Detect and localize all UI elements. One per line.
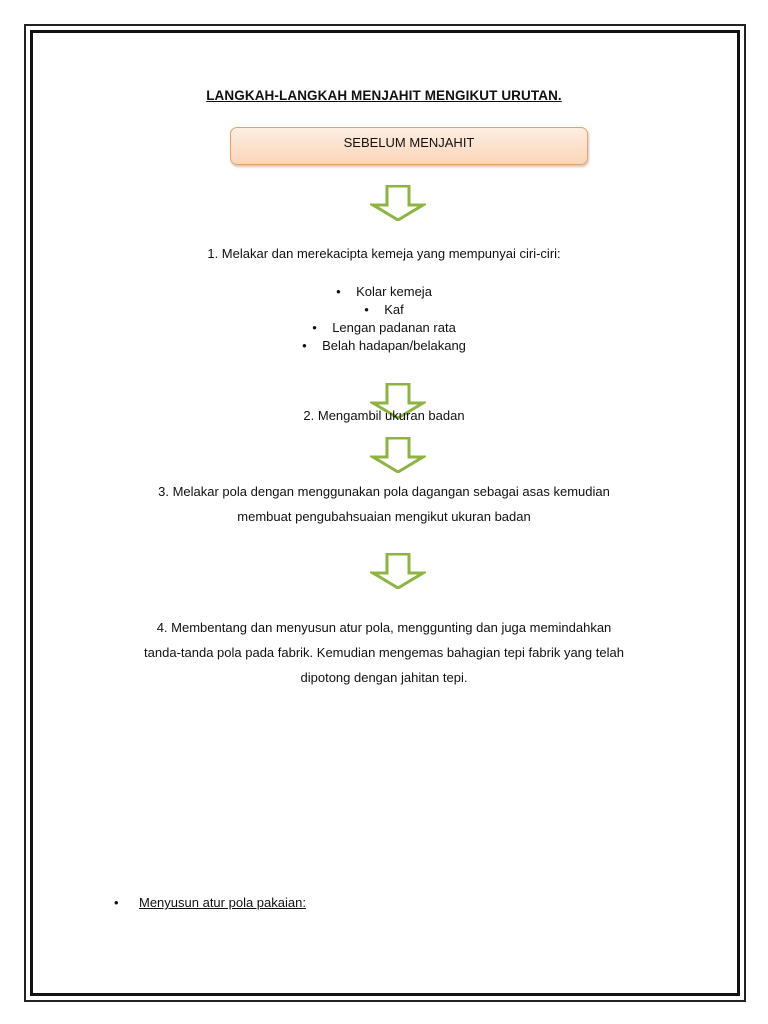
- list-item: • Belah hadapan/belakang: [0, 337, 768, 355]
- down-arrow-icon: [370, 553, 426, 589]
- bottom-bullet-item: [114, 895, 306, 910]
- list-item: • Lengan padanan rata: [0, 319, 768, 337]
- step-4-line-3: dipotong dengan jahitan tepi.: [300, 670, 468, 685]
- down-arrow-icon: [370, 185, 426, 221]
- list-item: • Kaf: [0, 301, 768, 319]
- step-1-bullet-list: [0, 283, 768, 355]
- step-2-text: 2. Mengambil ukuran badan: [303, 408, 465, 423]
- step-4-line-2: tanda-tanda pola pada fabrik. Kemudian mengemas bahagian tepi fabrik yang telah: [144, 645, 624, 660]
- bullet-dot: •: [114, 895, 119, 910]
- bottom-bullet-text: Menyusun atur pola pakaian:: [139, 895, 306, 910]
- step-3-line-1: 3. Melakar pola dengan menggunakan pola dagangan sebagai asas kemudian: [158, 484, 610, 499]
- down-arrow-icon: [370, 437, 426, 473]
- step-4-line-1: 4. Membentang dan menyusun atur pola, menggunting dan juga memindahkan: [156, 620, 612, 635]
- stage-box: [230, 127, 588, 165]
- list-item: • Kolar kemeja: [0, 283, 768, 301]
- stage-label: SEBELUM MENJAHIT: [343, 135, 475, 150]
- step-3-line-2: membuat pengubahsuaian mengikut ukuran badan: [237, 509, 531, 524]
- step-1-text: 1. Melakar dan merekacipta kemeja yang mempunyai ciri-ciri:: [207, 246, 561, 261]
- document-title: LANGKAH-LANGKAH MENJAHIT MENGIKUT URUTAN.: [206, 88, 562, 103]
